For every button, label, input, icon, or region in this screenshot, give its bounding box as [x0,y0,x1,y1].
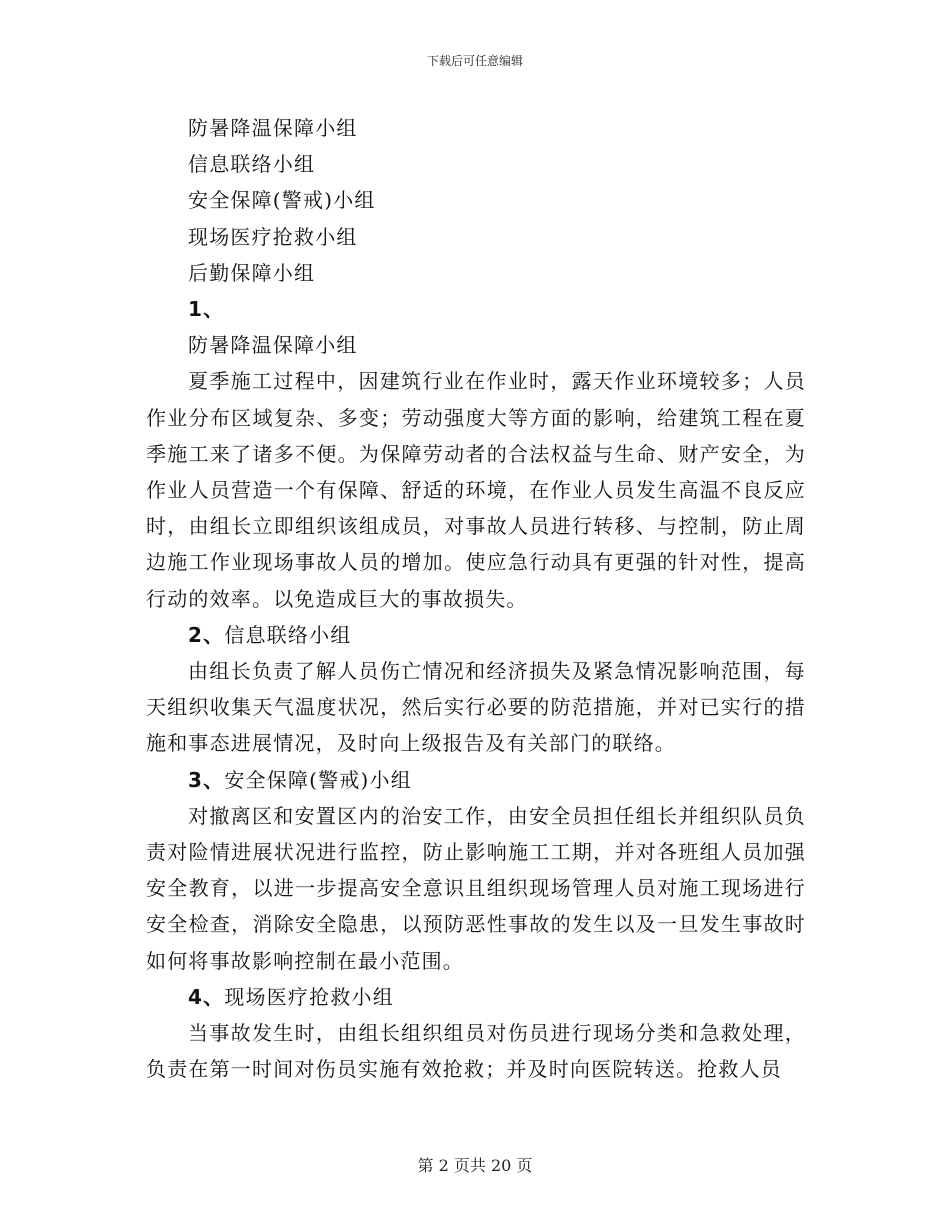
section-number: 1、 [188,297,225,322]
section-2-body: 由组长负责了解人员伤亡情况和经济损失及紧急情况影响范围，每天组织收集天气温度状况，然后实行必要的防范措施，并对已实行的措施和事态进展情况，及时向上级报告及有关部门的联络。 [146,659,806,756]
group-list-item: 后勤保障小组 [188,260,316,285]
page-footer: 第 2 页共 20 页 [417,1156,533,1175]
section-1-title: 防暑降温保障小组 [188,333,358,358]
group-list-item: 现场医疗抢救小组 [188,224,358,249]
section-number: 3、 [188,767,225,792]
group-list-item: 安全保障(警戒)小组 [188,188,376,213]
document-body [146,110,806,1087]
section-title: 信息联络小组 [224,622,352,647]
page-header: 下载后可任意编辑 [426,54,523,68]
section-4-body: 当事故发生时，由组长组织组员对伤员进行现场分类和急救处理，负责在第一时间对伤员实施有效抢救；并及时向医院转送。抢救人员 [146,1021,806,1082]
section-2-heading [146,617,806,653]
section-number: 4、 [188,984,225,1009]
section-3-body: 对撤离区和安置区内的治安工作，由安全员担任组长并组织队员负责对险情进展状况进行监控，防止影响施工工期，并对各班组人员加强安全教育，以进一步提高安全意识且组织现场管理人员对施工现场进行安全检查，消除安全隐患，以预防恶性事故的发生以及一旦发生事故时如何将事故影响控制在最小范围。 [146,803,806,973]
group-list-item: 信息联络小组 [188,152,316,177]
section-number: 2、 [188,622,225,647]
group-list-item: 防暑降温保障小组 [188,116,358,140]
section-1-body: 夏季施工过程中，因建筑行业在作业时，露天作业环境较多；人员作业分布区域复杂、多变；劳动强度大等方面的影响，给建筑工程在夏季施工来了诸多不便。为保障劳动者的合法权益与生命、财产安全，为作业人员营造一个有保障、舒适的环境，在作业人员发生高温不良反应时，由组长立即组织该组成员，对事故人员进行转移、与控制，防止周边施工作业现场事故人员的增加。使应急行动具有更强的针对性，提高行动的效率。以免造成巨大的事故损失。 [146,369,806,611]
section-title: 安全保障(警戒)小组 [224,767,412,792]
section-4-heading [146,979,806,1015]
section-title: 现场医疗抢救小组 [224,984,394,1009]
section-3-heading [146,762,806,798]
section-1-number [146,291,806,327]
